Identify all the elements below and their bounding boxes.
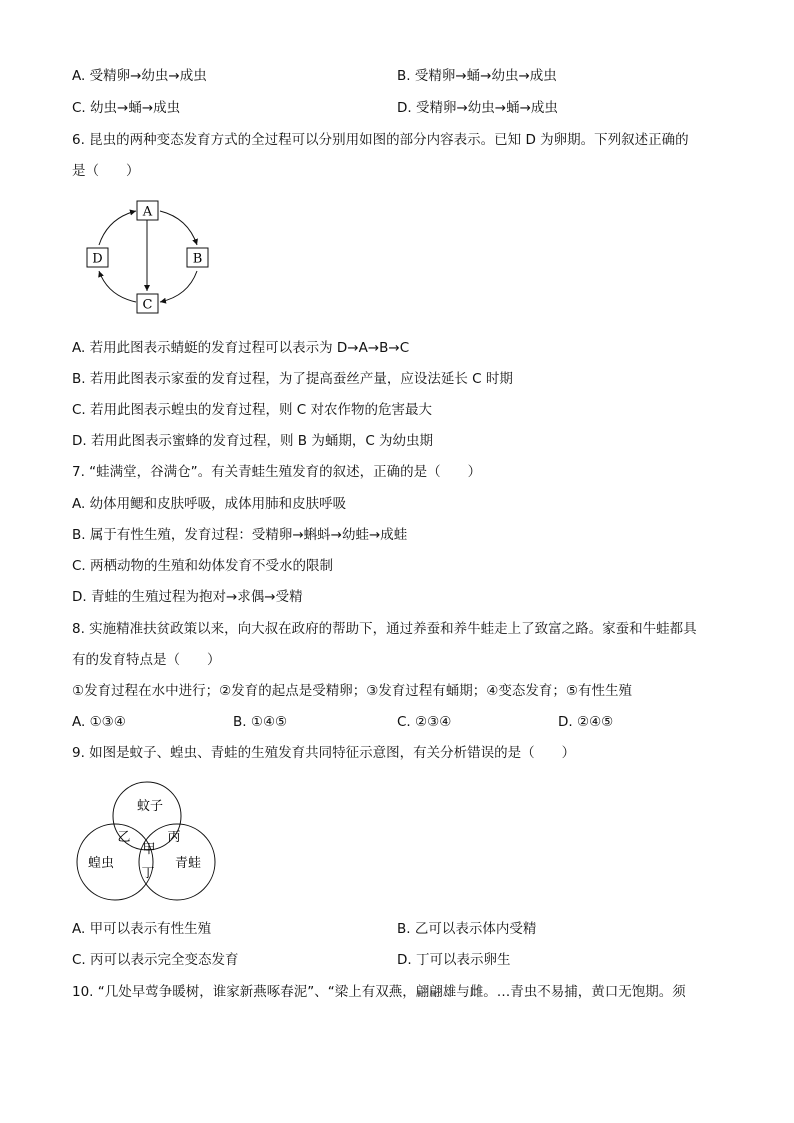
q6-stem-line1: 6. 昆虫的两种变态发育方式的全过程可以分别用如图的部分内容表示。已知 D 为卵期。下列叙述正确的 <box>72 132 689 148</box>
q9-stem: 9. 如图是蚊子、蝗虫、青蛙的生殖发育共同特征示意图，有关分析错误的是（ ） <box>72 745 576 761</box>
label-locust: 蝗虫 <box>87 856 115 871</box>
q5-option-b: B. 受精卵→蛹→幼虫→成虫 <box>397 68 557 84</box>
q8-option-c: C. ②③④ <box>397 714 452 730</box>
q8-option-b: B. ①④⑤ <box>233 714 288 730</box>
q7-option-c: C. 两栖动物的生殖和幼体发育不受水的限制 <box>72 558 334 574</box>
q9-option-a: A. 甲可以表示有性生殖 <box>72 921 212 937</box>
label-a: A <box>142 204 153 220</box>
label-d: D <box>92 251 103 267</box>
q5-option-a: A. 受精卵→幼虫→成虫 <box>72 68 207 84</box>
label-b: B <box>192 251 203 267</box>
label-bing: 丙 <box>167 830 181 845</box>
label-ding: 丁 <box>141 866 155 881</box>
q6-option-a: A. 若用此图表示蜻蜓的发育过程可以表示为 D→A→B→C <box>72 340 410 356</box>
label-c: C <box>142 297 153 313</box>
label-yi: 乙 <box>117 830 131 845</box>
arrow-c-to-d <box>99 271 136 302</box>
q5-option-c: C. 幼虫→蛹→成虫 <box>72 100 181 116</box>
q9-venn-diagram <box>70 778 230 904</box>
q8-option-d: D. ②④⑤ <box>558 714 614 730</box>
q8-stem-line2: 有的发育特点是（ ） <box>72 652 221 668</box>
q6-option-b: B. 若用此图表示家蚕的发育过程，为了提高蚕丝产量，应设法延长 C 时期 <box>72 371 513 387</box>
q7-stem: 7. “蛙满堂，谷满仓”。有关青蛙生殖发育的叙述，正确的是（ ） <box>72 464 482 480</box>
label-frog: 青蛙 <box>174 856 202 871</box>
q9-option-c: C. 丙可以表示完全变态发育 <box>72 952 239 968</box>
q6-cycle-diagram <box>80 196 220 318</box>
q6-stem-line2: 是（ ） <box>72 163 140 179</box>
q7-option-a: A. 幼体用鳃和皮肤呼吸，成体用肺和皮肤呼吸 <box>72 496 347 512</box>
q8-stem-line1: 8. 实施精准扶贫政策以来，向大叔在政府的帮助下，通过养蚕和养牛蛙走上了致富之路。家蚕和牛蛙都具 <box>72 621 697 637</box>
label-jia: 甲 <box>142 842 156 857</box>
q6-option-d: D. 若用此图表示蜜蜂的发育过程，则 B 为蛹期，C 为幼虫期 <box>72 433 434 449</box>
q8-statements: ①发育过程在水中进行；②发育的起点是受精卵；③发育过程有蛹期；④变态发育；⑤有性生殖 <box>72 683 633 699</box>
q8-option-a: A. ①③④ <box>72 714 126 730</box>
q9-option-d: D. 丁可以表示卵生 <box>397 952 511 968</box>
q10-stem-line1: 10. “几处早莺争暖树，谁家新燕啄春泥”、“梁上有双燕，翩翩雄与雌。…青虫不易捕，黄口无饱期。须 <box>72 984 686 1000</box>
q7-option-d: D. 青蛙的生殖过程为抱对→求偶→受精 <box>72 589 303 605</box>
q7-option-b: B. 属于有性生殖，发育过程：受精卵→蝌蚪→幼蛙→成蛙 <box>72 527 408 543</box>
q6-option-c: C. 若用此图表示蝗虫的发育过程，则 C 对农作物的危害最大 <box>72 402 433 418</box>
arrow-b-to-c <box>160 271 197 302</box>
arrow-d-to-a <box>99 211 136 245</box>
label-mosquito: 蚊子 <box>136 799 164 814</box>
q5-option-d: D. 受精卵→幼虫→蛹→成虫 <box>397 100 558 116</box>
arrow-a-to-b <box>160 211 197 245</box>
q9-option-b: B. 乙可以表示体内受精 <box>397 921 537 937</box>
